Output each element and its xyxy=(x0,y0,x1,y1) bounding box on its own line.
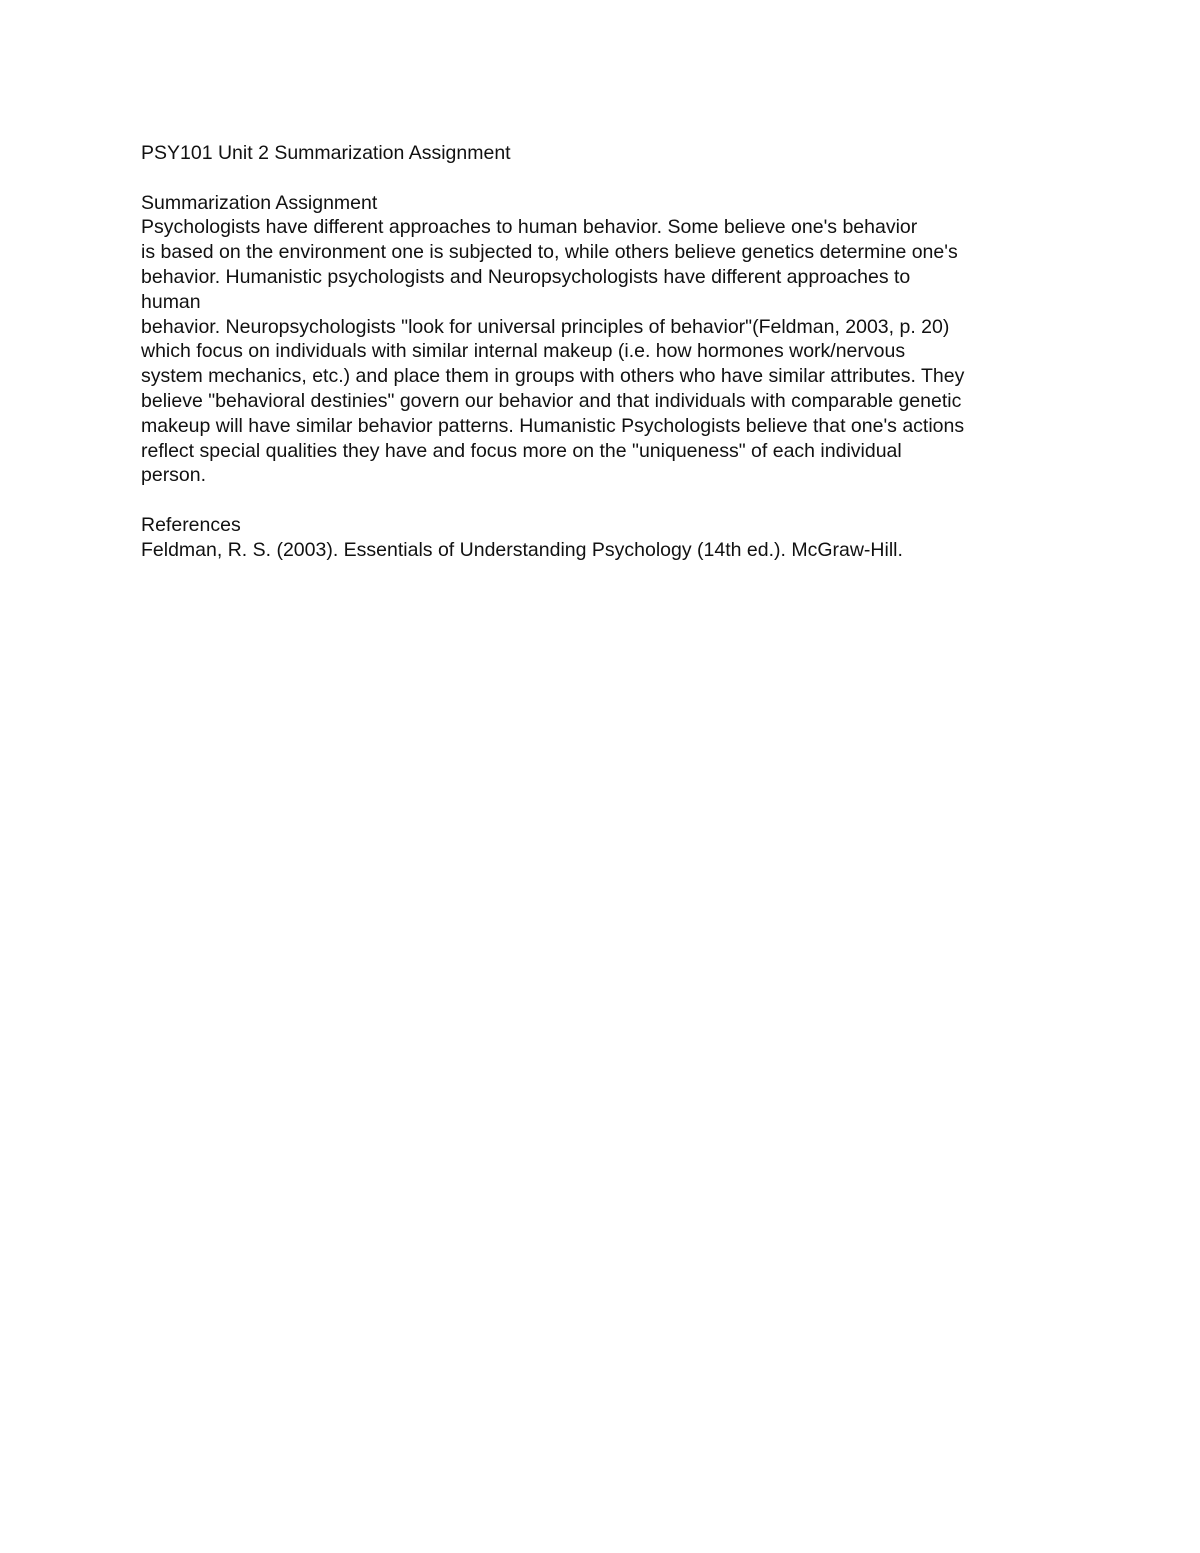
body-line: Psychologists have different approaches to human behavior. Some believe one's behavior xyxy=(141,216,918,239)
body-line: person. xyxy=(141,464,207,487)
body-line: believe "behavioral destinies" govern our behavior and that individuals with comparable genetic xyxy=(141,389,962,412)
body-line: which focus on individuals with similar internal makeup (i.e. how hormones work/nervous xyxy=(141,340,906,363)
body-paragraph xyxy=(141,215,1101,488)
body-line: behavior. Humanistic psychologists and Neuropsychologists have different approaches to xyxy=(141,265,911,288)
body-line: reflect special qualities they have and focus more on the "uniqueness" of each individual xyxy=(141,439,902,462)
body-line: behavior. Neuropsychologists "look for universal principles of behavior"(Feldman, 2003, p. 20) xyxy=(141,315,950,338)
body-line: system mechanics, etc.) and place them in groups with others who have similar attributes. They xyxy=(141,365,965,388)
reference-entry: Feldman, R. S. (2003). Essentials of Understanding Psychology (14th ed.). McGraw-Hill. xyxy=(141,538,903,561)
body-line: human xyxy=(141,290,201,313)
blank-line xyxy=(141,166,1101,191)
body-line: makeup will have similar behavior patterns. Humanistic Psychologists believe that one's actions xyxy=(141,414,965,437)
document-title: PSY101 Unit 2 Summarization Assignment xyxy=(141,142,511,164)
blank-line xyxy=(141,488,1101,513)
document-content xyxy=(141,141,1101,563)
section-heading: Summarization Assignment xyxy=(141,191,378,214)
references-heading: References xyxy=(141,513,241,536)
body-line: is based on the environment one is subjected to, while others believe genetics determine one's xyxy=(141,241,958,264)
